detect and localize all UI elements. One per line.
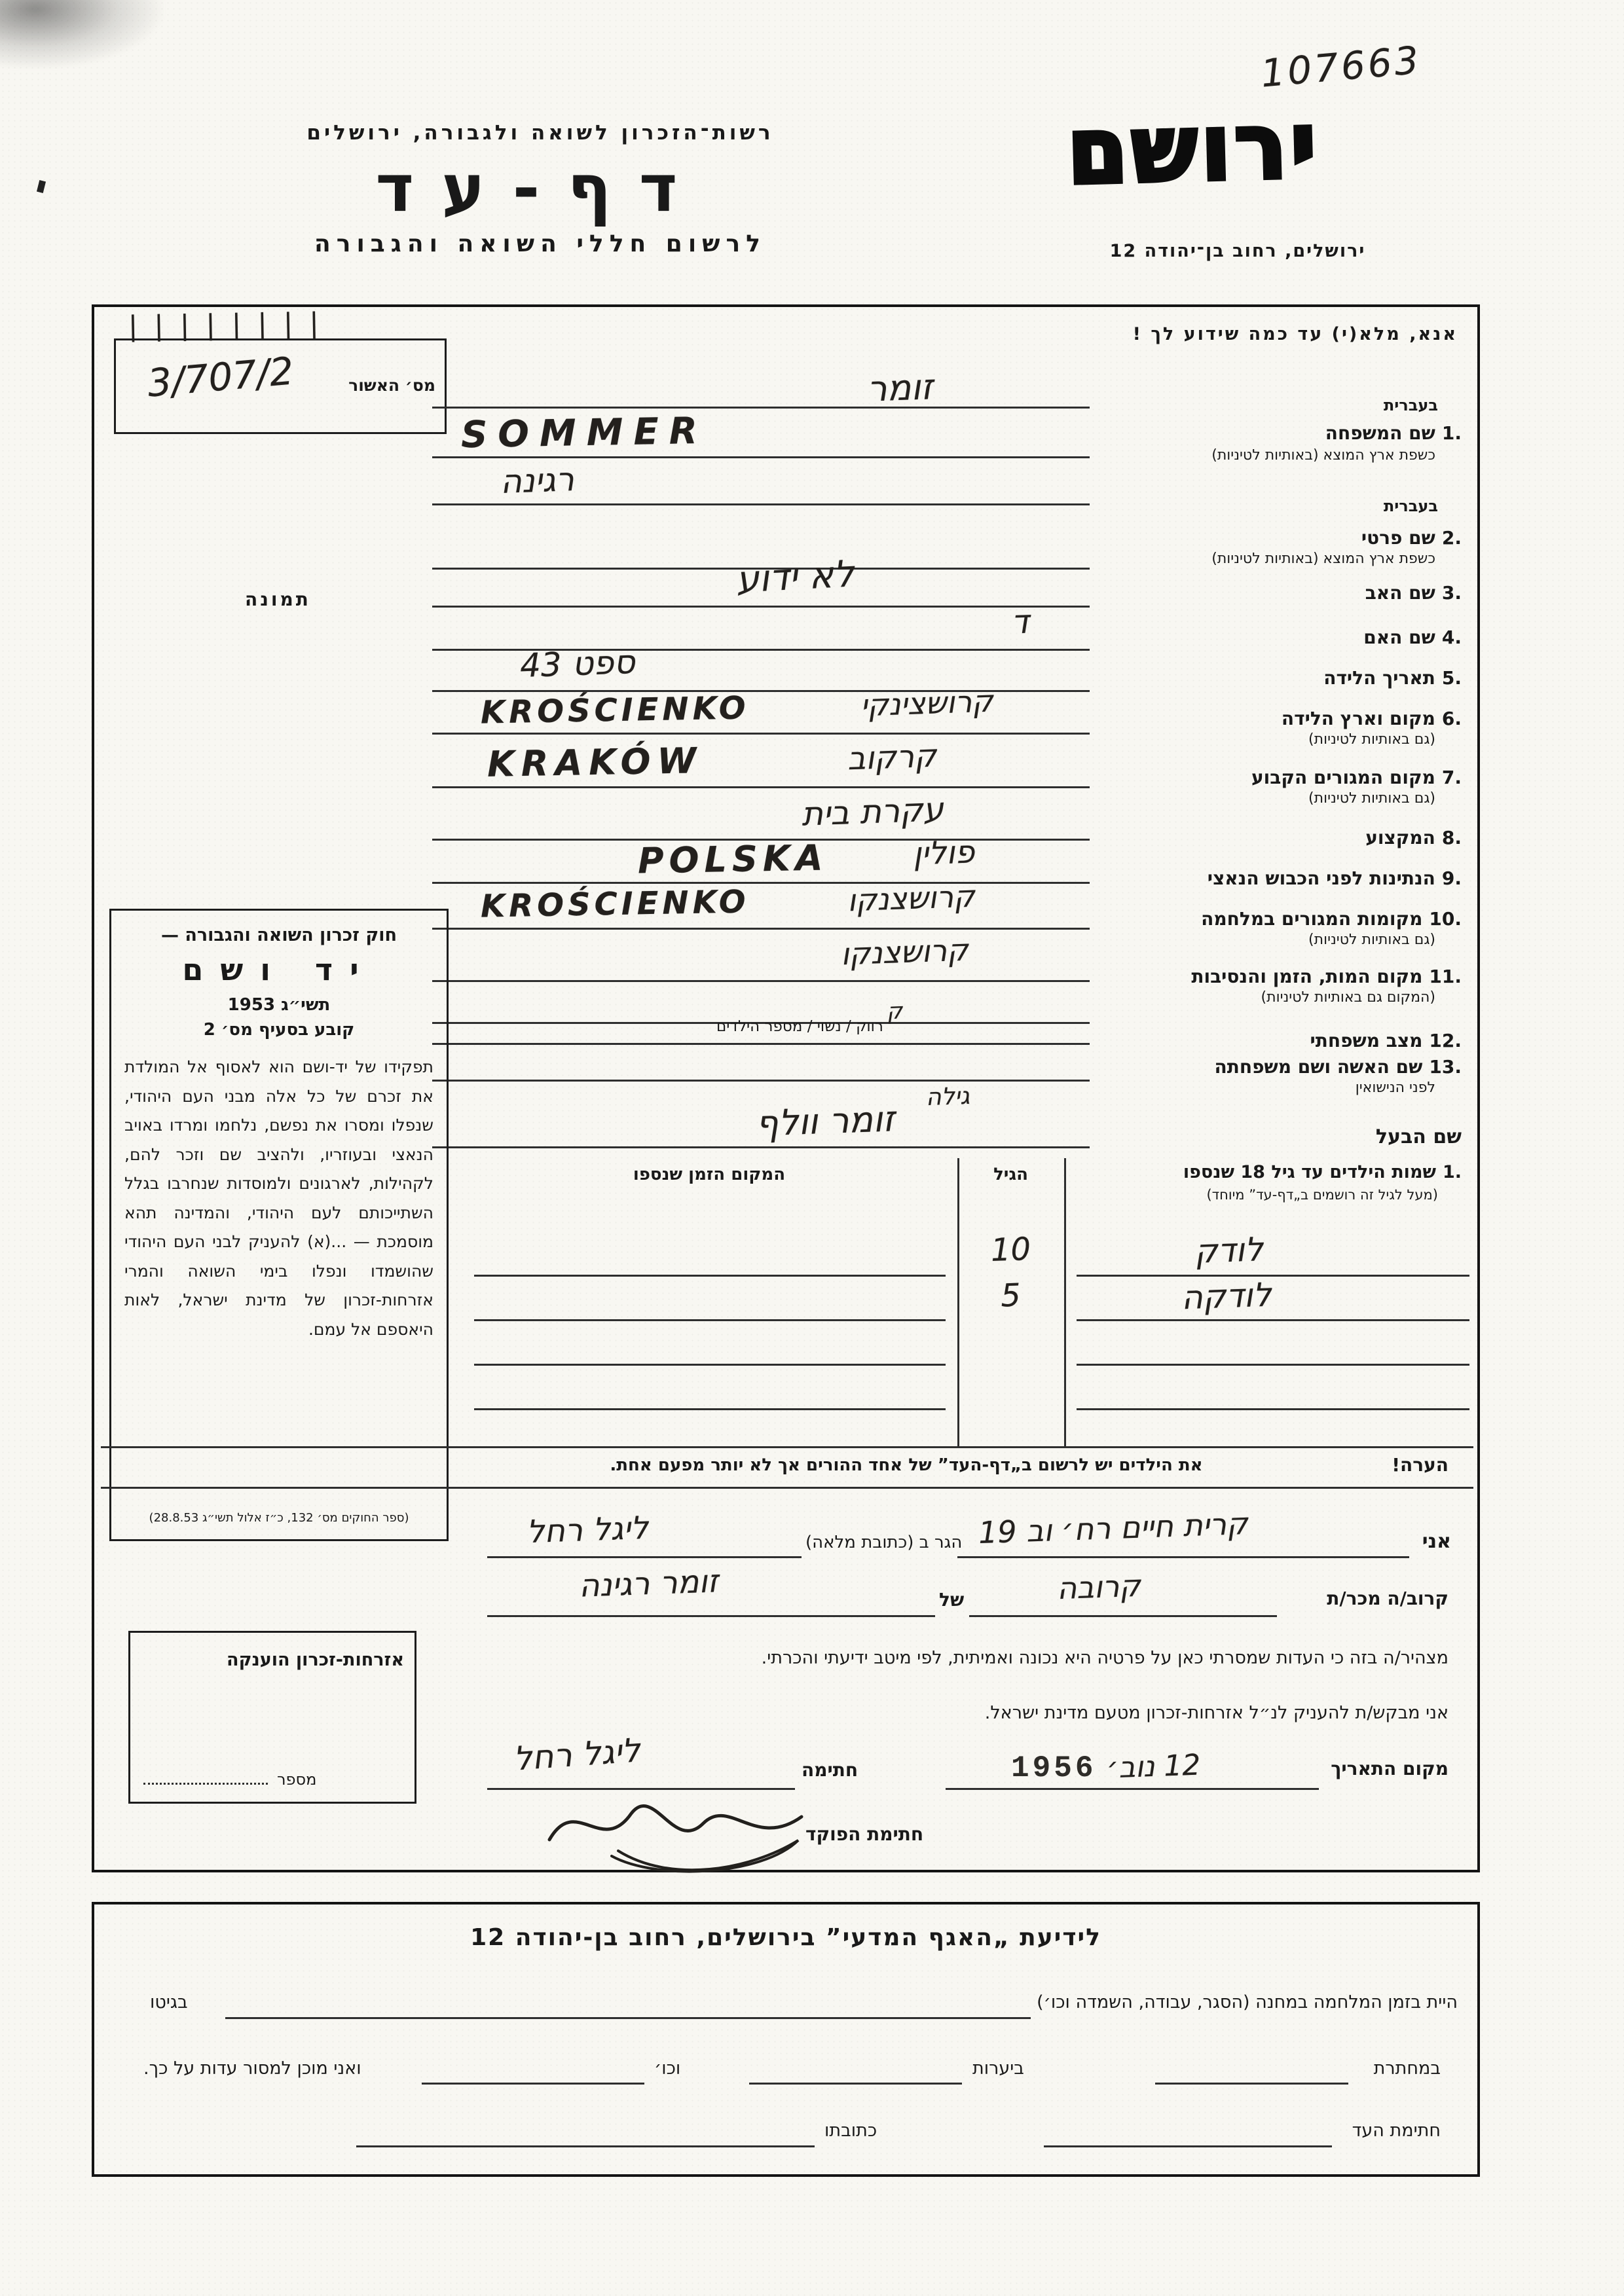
writing-line bbox=[432, 928, 1090, 930]
date-handwriting: 12 נוב׳ bbox=[1106, 1748, 1202, 1785]
answer-line bbox=[1155, 2083, 1348, 2085]
law-title-2: יד ושם bbox=[182, 952, 376, 987]
field1-number: 1. bbox=[1441, 422, 1462, 444]
writing-line bbox=[432, 503, 1090, 505]
declaration-resides-label: הגר ב (כתובת מלאה) bbox=[805, 1533, 963, 1552]
declaration-line bbox=[957, 1556, 1409, 1558]
family-name-latin-handwriting: SOMMER bbox=[460, 409, 709, 457]
answer-line bbox=[422, 2083, 644, 2085]
yad-vashem-logo: ירושם bbox=[1065, 92, 1321, 205]
victim-name-handwriting: זומר רגינה bbox=[578, 1563, 719, 1605]
writing-line bbox=[432, 786, 1090, 788]
field10-label: 10. מקומות המגורים במלחמה bbox=[1201, 908, 1462, 930]
forests-label: ביערות bbox=[972, 2058, 1024, 2079]
citizenship-granted-title: אזרחות-זכרון הוענקה bbox=[227, 1650, 404, 1670]
etc-label: וכו׳ bbox=[654, 2058, 681, 2079]
war-place-latin-handwriting: KROŚCIENKO bbox=[480, 883, 750, 925]
death-place-mark-handwriting: ק bbox=[886, 998, 903, 1025]
answer-line bbox=[1044, 2145, 1332, 2147]
wife-name-handwriting: גילה bbox=[925, 1082, 970, 1112]
children-place-line bbox=[474, 1364, 946, 1366]
fill-instruction: אנא, מלא(י) עד כמה שידוע לך ! bbox=[1132, 324, 1458, 344]
field11-sub: (המקום גם באותיות לטיניות) bbox=[1261, 989, 1435, 1006]
answer-line bbox=[356, 2145, 815, 2147]
profession-handwriting: עקרת בית bbox=[801, 790, 944, 833]
mother-name-handwriting: ד bbox=[1010, 602, 1030, 642]
citizenship-number-label: מספר bbox=[277, 1770, 317, 1789]
declaration-fill2-handwriting: ליגל רחל bbox=[526, 1509, 649, 1551]
field5-label: 5. תאריך הלידה bbox=[1323, 667, 1462, 689]
field2-hebrew-label: בעברית bbox=[1383, 497, 1438, 515]
citizenship-latin-handwriting: POLSKA bbox=[637, 837, 828, 882]
children-place-line bbox=[474, 1275, 946, 1277]
declaration-line bbox=[487, 1615, 935, 1617]
child1-name-handwriting: לודק bbox=[1194, 1230, 1264, 1271]
father-name-handwriting: לא ידוע bbox=[735, 553, 856, 602]
children-header-sub: (מעל לגיל זה רושמים ב„דף-עד” מיוחד) bbox=[1206, 1187, 1438, 1203]
field13-sub: לפני הנישואין bbox=[1355, 1080, 1435, 1096]
writing-line bbox=[432, 882, 1090, 884]
citizenship-number-row bbox=[143, 1770, 316, 1789]
citizenship-he-handwriting: פולין bbox=[912, 833, 976, 873]
children-place-line bbox=[474, 1408, 946, 1410]
clerk-signature-scribble bbox=[540, 1777, 815, 1882]
declaration-statement-2: אני מבקש/ת להעניק לנ״ל אזרחות-זכרון מטעם מדינת ישראל. bbox=[984, 1703, 1449, 1723]
children-name-line bbox=[1077, 1275, 1469, 1277]
residence-he-handwriting: קרקוב bbox=[847, 737, 937, 778]
law-title-4: קובע בסעיף מס׳ 2 bbox=[203, 1020, 355, 1040]
scan-smudge bbox=[0, 0, 164, 69]
org-line: רשות־הזכרון לשואה ולגבורה, ירושלים bbox=[306, 121, 774, 145]
witness-signature-label: חתימת העד bbox=[1352, 2121, 1441, 2141]
underground-label: במחתרת bbox=[1373, 2058, 1441, 2079]
field6-label: 6. מקום וארץ הלידה bbox=[1281, 708, 1462, 729]
field8-label: 8. המקצוע bbox=[1365, 827, 1462, 848]
children-table-divider bbox=[1064, 1158, 1066, 1446]
child1-age-handwriting: 10 bbox=[989, 1230, 1031, 1269]
answer-line bbox=[749, 2083, 962, 2085]
law-footnote: (ספר החוקים מס׳ 132, כ״ז אלול תשי״ג 28.8.53) bbox=[149, 1511, 409, 1525]
husband-name-label: שם הבעל bbox=[1375, 1125, 1462, 1148]
field1-sub: כשפת ארץ המוצא (באותיות לטיניות) bbox=[1211, 447, 1435, 464]
child2-age-handwriting: 5 bbox=[1000, 1277, 1022, 1315]
approval-number-box bbox=[114, 338, 447, 434]
birth-place-he-handwriting: קרושצינקי bbox=[860, 683, 994, 723]
field3-label: 3. שם האב bbox=[1365, 582, 1462, 604]
writing-line bbox=[432, 407, 1090, 409]
scan-mark bbox=[37, 180, 46, 193]
form-title: דף-עד bbox=[375, 150, 705, 227]
bottom-title: לידיעת „האגף המדעי” בירושלים, רחוב בן-יהודה 12 bbox=[470, 1924, 1101, 1951]
note-label: הערה! bbox=[1392, 1454, 1449, 1476]
children-name-line bbox=[1077, 1408, 1469, 1410]
relation-label: קרוב/ה מכר/ת bbox=[1327, 1588, 1449, 1609]
scientific-branch-frame bbox=[92, 1902, 1480, 2177]
answer-line bbox=[225, 2017, 1031, 2019]
family-name-he-handwriting: זומר bbox=[866, 366, 934, 410]
declaration-fill1-handwriting: קרית חיים רח׳ וב 19 bbox=[978, 1505, 1249, 1551]
writing-line bbox=[432, 456, 1090, 458]
children-header: 1. שמות הילדים עד גיל 18 שנספו bbox=[1183, 1162, 1462, 1182]
first-name-he-handwriting: רגינה bbox=[500, 460, 575, 501]
marital-options: רווק / נשוי / מספר הילדים bbox=[716, 1018, 883, 1035]
birth-place-latin-handwriting: KROŚCIENKO bbox=[480, 689, 750, 731]
declaration-i-label: אני bbox=[1422, 1530, 1451, 1553]
field2-sub: כשפת ארץ המוצא (באותיות לטיניות) bbox=[1211, 551, 1435, 567]
field7-sub: (גם באותיות לטיניות) bbox=[1308, 790, 1435, 807]
children-place-line bbox=[474, 1319, 946, 1321]
approval-number-handwriting: 3/707/2 bbox=[145, 348, 296, 406]
relation-fill-handwriting: קרובה bbox=[1056, 1567, 1141, 1607]
photo-label: תמונה bbox=[245, 589, 311, 610]
field6-sub: (גם באותיות לטיניות) bbox=[1308, 731, 1435, 748]
writing-line bbox=[432, 606, 1090, 608]
main-form-frame bbox=[92, 304, 1480, 1872]
field1-hebrew-label: בעברית bbox=[1383, 396, 1438, 414]
writing-line bbox=[432, 1043, 1090, 1045]
witness-address-label: כתובתו bbox=[824, 2121, 877, 2141]
declaration-line bbox=[969, 1615, 1277, 1617]
writing-line bbox=[432, 733, 1090, 735]
clerk-signature-label: חתימת הפוקד bbox=[805, 1823, 924, 1845]
field4-label: 4. שם האם bbox=[1363, 627, 1462, 648]
note-text: את הילדים יש לרשום ב„דף-העד” של אחד ההורים אך לא יותר מפעם אחת. bbox=[610, 1455, 1203, 1475]
field13-label: 13. שם האשה ושם משפחתה bbox=[1214, 1056, 1462, 1078]
husband-name-handwriting: זומר וולף bbox=[754, 1098, 896, 1144]
declaration-line bbox=[487, 1556, 802, 1558]
date-group bbox=[1011, 1750, 1201, 1785]
camp-question: היית בזמן המלחמה במחנה (הסגר, עבודה, השמדה וכו׳) bbox=[1037, 1992, 1458, 2013]
war-place-he-handwriting: קרושצנקו bbox=[847, 878, 976, 919]
field1-label: 1. שם המשפחה bbox=[1325, 422, 1462, 444]
child2-name-handwriting: לודקה bbox=[1181, 1275, 1272, 1317]
declaration-statement-1: מצהיר/ה בזה כי העדות שמסרתי כאן על פרטיה היא נכונה ואמיתית, לפי מיטב ידיעתי והכרתי. bbox=[761, 1648, 1449, 1668]
field10-sub: (גם באותיות לטיניות) bbox=[1308, 932, 1435, 948]
children-name-line bbox=[1077, 1319, 1469, 1321]
ghetto-label: בגיטו bbox=[150, 1992, 188, 2013]
declaration-line bbox=[946, 1788, 1319, 1790]
writing-line bbox=[432, 1146, 1090, 1148]
law-body: תפקידו של יד-ושם הוא לאסוף אל המולדת את זכרם של כל אלה מבני העם היהודי, שנפלו ומסרו את נפשם, נלחמו ומרדו באויב הנאצי ובעוזריו, ולהציב שם וזכר להם, לקהילות, לארגונים ולמוסדות שנחרבו בגלל השתייכותם לעם היהודי, והמדינה תהא מוסמכת — ...(א) להעניק לבני העם היהודי שהושמדו ונפלו בימי השואה והמרי אזרחות-זכרון של מדינת ישראל, לאות היאספם אל עמם. bbox=[124, 1057, 434, 1339]
field9-label: 9. הנתינות לפני הכבוש הנאצי bbox=[1207, 867, 1462, 889]
field12-label: 12. מצב משפחתי bbox=[1310, 1030, 1462, 1051]
children-name-line bbox=[1077, 1364, 1469, 1366]
citizenship-number-line bbox=[143, 1783, 268, 1785]
death-place-handwriting: קרושצנקו bbox=[840, 932, 969, 972]
field2-label: 2. שם פרטי bbox=[1361, 527, 1462, 549]
field2-number: 2. bbox=[1441, 527, 1462, 549]
citizenship-granted-box bbox=[128, 1631, 416, 1804]
law-title-1: חוק זכרון השואה והגבורה — bbox=[160, 925, 397, 945]
registry-number-handwriting: 107663 bbox=[1259, 37, 1423, 96]
field11-label: 11. מקום המות, הזמן והנסיבות bbox=[1191, 966, 1462, 987]
header-block bbox=[164, 121, 917, 257]
law-title-3: תשי״ג 1953 bbox=[227, 995, 331, 1015]
willing-to-testify-label: ואני מוכן למסור עדות על כך. bbox=[143, 2058, 361, 2079]
form-subtitle: לרשום חללי השואה והגבורה bbox=[314, 230, 766, 257]
witness-signature-handwriting: ליגל רחל bbox=[512, 1731, 642, 1778]
of-label: של bbox=[939, 1589, 965, 1611]
writing-line bbox=[432, 980, 1090, 982]
place-date-label: מקום התאריך bbox=[1331, 1758, 1449, 1779]
approval-number-label: מס׳ האשור bbox=[348, 376, 435, 395]
children-col-age: הגיל bbox=[993, 1165, 1028, 1184]
birth-date-handwriting: ספט 43 bbox=[519, 642, 636, 685]
writing-line bbox=[432, 1080, 1090, 1082]
section-divider bbox=[101, 1487, 1473, 1489]
field7-label: 7. מקום המגורים הקבוע bbox=[1251, 767, 1462, 788]
year-stamp: 1956 bbox=[1011, 1751, 1097, 1785]
signature-label: חתימה bbox=[802, 1759, 858, 1781]
residence-latin-handwriting: KRAKÓW bbox=[487, 740, 703, 785]
children-col-place: המקום הזמן שנספו bbox=[633, 1165, 786, 1184]
tally-marks-handwriting: | | | | | | | | bbox=[128, 306, 323, 342]
section-divider bbox=[101, 1446, 1473, 1448]
logo-address: ירושלים, רחוב בן־יהודה 12 bbox=[1109, 241, 1366, 261]
